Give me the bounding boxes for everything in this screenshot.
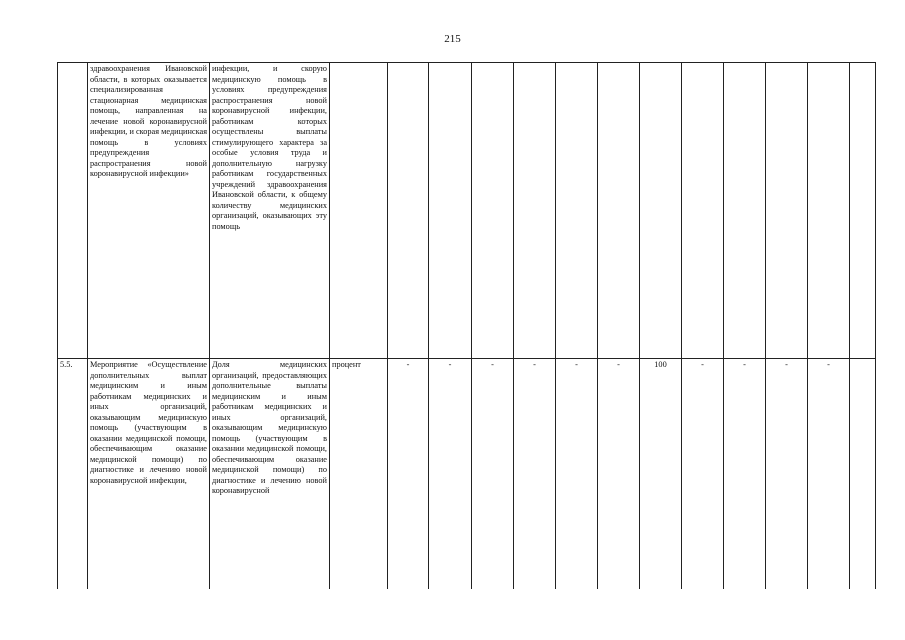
event-name-cell: здравоохранения Ивановской области, в которых оказывается специализированная стационарная медицинская помощь, направленная на лечение новой коронавирусной инфекции, и скорая медицинская помощь в условиях предупреждения распространения новой коронавирусной инфекции»	[88, 63, 210, 359]
value-cell	[850, 63, 876, 359]
value-cell: -	[724, 359, 766, 590]
unit-cell	[330, 63, 388, 359]
value-cell: -	[472, 359, 514, 590]
value-cell	[808, 63, 850, 359]
value-cell: -	[556, 359, 598, 590]
value-cell: -	[429, 359, 472, 590]
value-cell: -	[766, 359, 808, 590]
value-cell	[514, 63, 556, 359]
event-name-cell: Мероприятие «Осуществление дополнительных выплат медицинским и иным работникам медицинских и иных организаций, оказывающим медицинскую помощь (участвующим в оказании медицинской помощи, обеспечивающим оказание медицинской помощи) по диагностике и лечению новой коронавирусной инфекции,	[88, 359, 210, 590]
value-cell: -	[808, 359, 850, 590]
unit-cell: процент	[330, 359, 388, 590]
value-cell	[766, 63, 808, 359]
value-cell: -	[514, 359, 556, 590]
table-row	[58, 359, 876, 590]
value-cell	[429, 63, 472, 359]
value-cell: -	[682, 359, 724, 590]
value-cell: -	[598, 359, 640, 590]
value-cell	[472, 63, 514, 359]
row-number-cell	[58, 63, 88, 359]
value-cell	[682, 63, 724, 359]
value-cell	[598, 63, 640, 359]
value-cell	[556, 63, 598, 359]
page-number: 215	[444, 33, 461, 45]
value-cell	[850, 359, 876, 590]
table-row	[58, 63, 876, 359]
indicator-name-cell: Доля медицинских организаций, предоставляющих дополнительные выплаты медицинским и иным работникам медицинских и иных организаций, оказывающим медицинскую помощь (участвующим в оказании медицинской помощи, обеспечивающим оказание медицинской помощи) по диагностике и лечению новой коронавирусной	[210, 359, 330, 590]
value-cell	[640, 63, 682, 359]
program-indicators-table	[57, 62, 876, 589]
value-cell	[724, 63, 766, 359]
value-cell	[388, 63, 429, 359]
value-cell: 100	[640, 359, 682, 590]
row-number-cell: 5.5.	[58, 359, 88, 590]
indicator-name-cell: инфекции, и скорую медицинскую помощь в условиях предупреждения распространения новой коронавирусной инфекции, работникам которых осуществлены выплаты стимулирующего характера за особые условия труда и дополнительную нагрузку работникам государственных учреждений здравоохранения Ивановской области, к общему количеству медицинских организаций, оказывающих эту помощь	[210, 63, 330, 359]
value-cell: -	[388, 359, 429, 590]
